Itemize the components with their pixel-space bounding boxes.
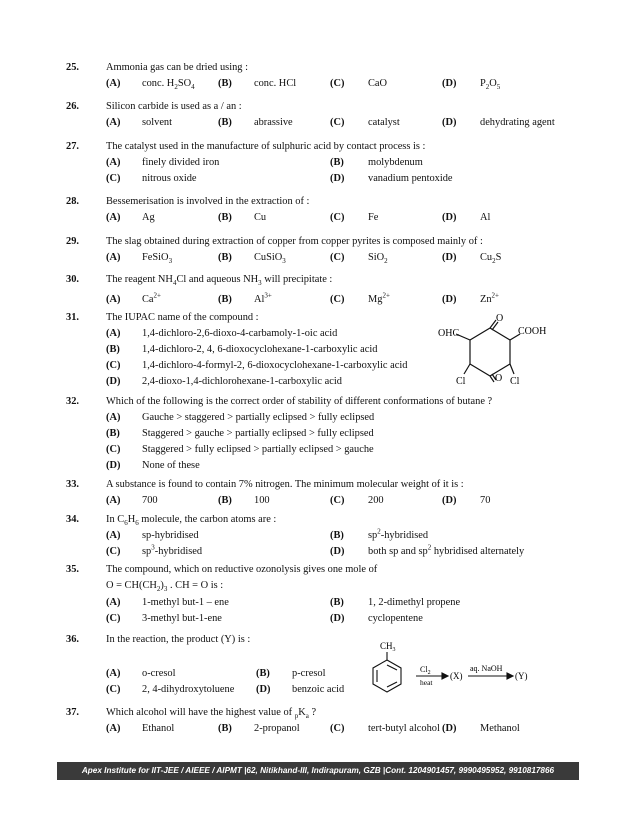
option-label: (A) (106, 157, 121, 168)
option-label: (B) (218, 723, 232, 734)
option-text: $Ca^{2+}$ (142, 291, 161, 305)
option-label: (D) (330, 546, 345, 557)
option-text: Ethanol (142, 723, 175, 734)
option-label: (C) (106, 684, 121, 695)
option-text: 2-propanol (254, 723, 300, 734)
option-label: (D) (442, 495, 457, 506)
option-label: (D) (330, 613, 345, 624)
option-text: FeSiO$_3$ (142, 252, 173, 266)
option-text: solvent (142, 117, 173, 128)
question-text: The compound, which on reductive ozonolysis gives one mole of (106, 564, 378, 575)
option-label: (C) (106, 444, 121, 455)
option-label: (A) (106, 668, 121, 679)
option-label: (B) (218, 495, 232, 506)
option-label: (C) (330, 495, 345, 506)
option-text: finely divided iron (142, 157, 220, 168)
option-label: (D) (442, 294, 457, 305)
option-text: $sp^3$-hybridised (142, 543, 203, 557)
option-label: (C) (330, 294, 345, 305)
option-text: 3-methyl but-1-ene (142, 613, 222, 624)
question-text: The catalyst used in the manufacture of sulphuric acid by contact process is : (106, 141, 426, 152)
question-text: Ammonia gas can be dried using : (106, 62, 248, 73)
option-label: (C) (330, 252, 345, 263)
option-text: nitrous oxide (142, 173, 197, 184)
option-text: catalyst (368, 117, 400, 128)
option-text: Al (480, 212, 491, 223)
option-label: (B) (218, 212, 232, 223)
question-text: The IUPAC name of the compound : (106, 312, 259, 323)
question-number: 37. (66, 707, 79, 718)
option-text: 2, 4-dihydroxytoluene (142, 684, 235, 695)
question-number: 34. (66, 514, 79, 525)
reaction-scheme-figure (372, 640, 542, 696)
question-text: Which of the following is the correct order of stability of different conformations of butane ? (106, 396, 493, 407)
footer-banner: Apex Institute for IIT-JEE / AIEEE / AIPMT |62, Nitikhand-III, Indirapuram, GZB |Cont. 1204901457, 9990495952, 9910817866 (57, 762, 579, 780)
option-text: both sp and $sp^2$ hybridised alternately (368, 543, 525, 557)
question-text: Which alcohol will have the highest value of $_pK_a$ ? (106, 707, 317, 721)
option-label: (C) (330, 117, 345, 128)
question-text: A substance is found to contain 7% nitrogen. The minimum molecular weight of it is : (106, 479, 464, 490)
option-label: (B) (330, 597, 344, 608)
option-label: (A) (106, 495, 121, 506)
option-text: 70 (480, 495, 491, 506)
option-text: Methanol (480, 723, 520, 734)
option-text: $sp^2$-hybridised (368, 527, 429, 541)
question-text: Silicon carbide is used as a / an : (106, 101, 242, 112)
option-text: 1-methyl but-1 – ene (142, 597, 229, 608)
option-text: sp-hybridised (142, 530, 199, 541)
option-label: (B) (106, 428, 120, 439)
question-number: 27. (66, 141, 79, 152)
question-text: The slag obtained during extraction of copper from copper pyrites is composed mainly of : (106, 236, 483, 247)
option-label: (C) (330, 212, 345, 223)
option-text: Fe (368, 212, 379, 223)
option-text: Cu (254, 212, 267, 223)
option-label: (C) (106, 613, 121, 624)
option-label: (A) (106, 597, 121, 608)
option-label: (A) (106, 412, 121, 423)
option-label: (D) (256, 684, 271, 695)
fig36-cond1: heat (420, 678, 433, 687)
option-label: (A) (106, 294, 121, 305)
option-text: CaO (368, 78, 388, 89)
option-label: (B) (218, 252, 232, 263)
fig36-reagent2: aq. NaOH (470, 664, 503, 673)
fig31-cl-right-label: Cl (510, 376, 520, 387)
option-label: (A) (106, 78, 121, 89)
option-text: 1,4-dichloro-2, 4, 6-dioxocyclohexane-1-carboxylic acid (142, 344, 378, 355)
question-number: 36. (66, 634, 79, 645)
option-text: p-cresol (292, 668, 326, 679)
option-text: 700 (142, 495, 158, 506)
question-text-line2: $O = CH(CH_2)_3$ . CH = O is : (106, 580, 224, 594)
option-text: $Zn^{2+}$ (480, 291, 499, 305)
option-label: (D) (330, 173, 345, 184)
option-label: (A) (106, 328, 121, 339)
option-label: (A) (106, 117, 121, 128)
option-text: abrassive (254, 117, 293, 128)
option-text: cyclopentene (368, 613, 423, 624)
fig31-o-top-label: O (496, 313, 504, 324)
option-label: (D) (106, 376, 121, 387)
question-text: In the reaction, the product (Y) is : (106, 634, 251, 645)
option-label: (D) (442, 78, 457, 89)
option-text: benzoic acid (292, 684, 345, 695)
option-label: (C) (330, 78, 345, 89)
question-text: Bessemerisation is involved in the extraction of : (106, 196, 310, 207)
option-text: 1,4-dichloro-4-formyl-2, 6-dioxocyclohexane-1-carboxylic acid (142, 360, 408, 371)
question-text: The reagent $NH_4Cl$ and aqueous $NH_3$ will precipitate : (106, 274, 333, 288)
option-text: Ag (142, 212, 155, 223)
option-text: vanadium pentoxide (368, 173, 453, 184)
option-text: CuSiO$_3$ (254, 252, 286, 266)
option-label: (D) (442, 117, 457, 128)
option-text: 1,4-dichloro-2,6-dioxo-4-carbamoly-1-oic acid (142, 328, 338, 339)
option-label: (B) (256, 668, 270, 679)
option-label: (C) (106, 360, 121, 371)
fig36-x-label: (X) (450, 671, 463, 681)
question-text: In $C_6H_6$ molecule, the carbon atoms are : (106, 514, 277, 528)
option-text: 2,4-dioxo-1,4-dichlorohexane-1-carboxylic acid (142, 376, 342, 387)
question-number: 31. (66, 312, 79, 323)
option-text: None of these (142, 460, 200, 471)
option-text: Staggered > gauche > partially eclipsed > fully eclipsed (142, 428, 374, 439)
option-text: 1, 2-dimethyl propene (368, 597, 461, 608)
option-text: Staggered > fully eclipsed > partially eclipsed > gauche (142, 444, 374, 455)
option-label: (B) (218, 294, 232, 305)
option-label: (B) (218, 78, 232, 89)
option-text: $P_2O_5$ (480, 78, 501, 92)
option-label: (B) (218, 117, 232, 128)
option-text: $Cu_2S$ (480, 252, 502, 266)
option-label: (C) (106, 173, 121, 184)
fig36-ch3-label: $CH_3$ (380, 641, 396, 653)
question-number: 28. (66, 196, 79, 207)
option-text: $Mg^{2+}$ (368, 291, 390, 305)
question-number: 25. (66, 62, 79, 73)
fig36-reagent1: $Cl_2$ (420, 665, 431, 676)
option-label: (D) (442, 723, 457, 734)
fig31-cooh-label: COOH (518, 326, 547, 337)
option-text: SiO$_2$ (368, 252, 388, 266)
question-number: 30. (66, 274, 79, 285)
option-label: (C) (106, 546, 121, 557)
option-label: (D) (106, 460, 121, 471)
option-label: (B) (330, 530, 344, 541)
option-text: $Al^{3+}$ (254, 291, 272, 305)
question-number: 29. (66, 236, 79, 247)
option-label: (A) (106, 212, 121, 223)
option-label: (A) (106, 723, 121, 734)
question-number: 32. (66, 396, 79, 407)
compound-structure-figure (434, 312, 554, 392)
option-label: (C) (330, 723, 345, 734)
option-label: (D) (442, 212, 457, 223)
option-text: Gauche > staggered > partially eclipsed > fully eclipsed (142, 412, 375, 423)
fig31-o-bottom-label: O (495, 373, 503, 384)
fig31-cho-label: OHC (438, 328, 460, 339)
fig36-y-label: (Y) (515, 671, 528, 681)
option-text: 100 (254, 495, 270, 506)
option-text: conc. HCl (254, 78, 297, 89)
option-text: tert-butyl alcohol (368, 723, 440, 734)
question-number: 33. (66, 479, 79, 490)
question-number: 26. (66, 101, 79, 112)
option-text: conc. $H_2SO_4$ (142, 78, 195, 92)
option-label: (A) (106, 530, 121, 541)
option-text: molybdenum (368, 157, 423, 168)
fig31-cl-left-label: Cl (456, 376, 466, 387)
option-label: (B) (106, 344, 120, 355)
option-label: (A) (106, 252, 121, 263)
question-number: 35. (66, 564, 79, 575)
option-text: dehydrating agent (480, 117, 555, 128)
option-text: o-cresol (142, 668, 176, 679)
option-label: (D) (442, 252, 457, 263)
option-text: 200 (368, 495, 384, 506)
option-label: (B) (330, 157, 344, 168)
